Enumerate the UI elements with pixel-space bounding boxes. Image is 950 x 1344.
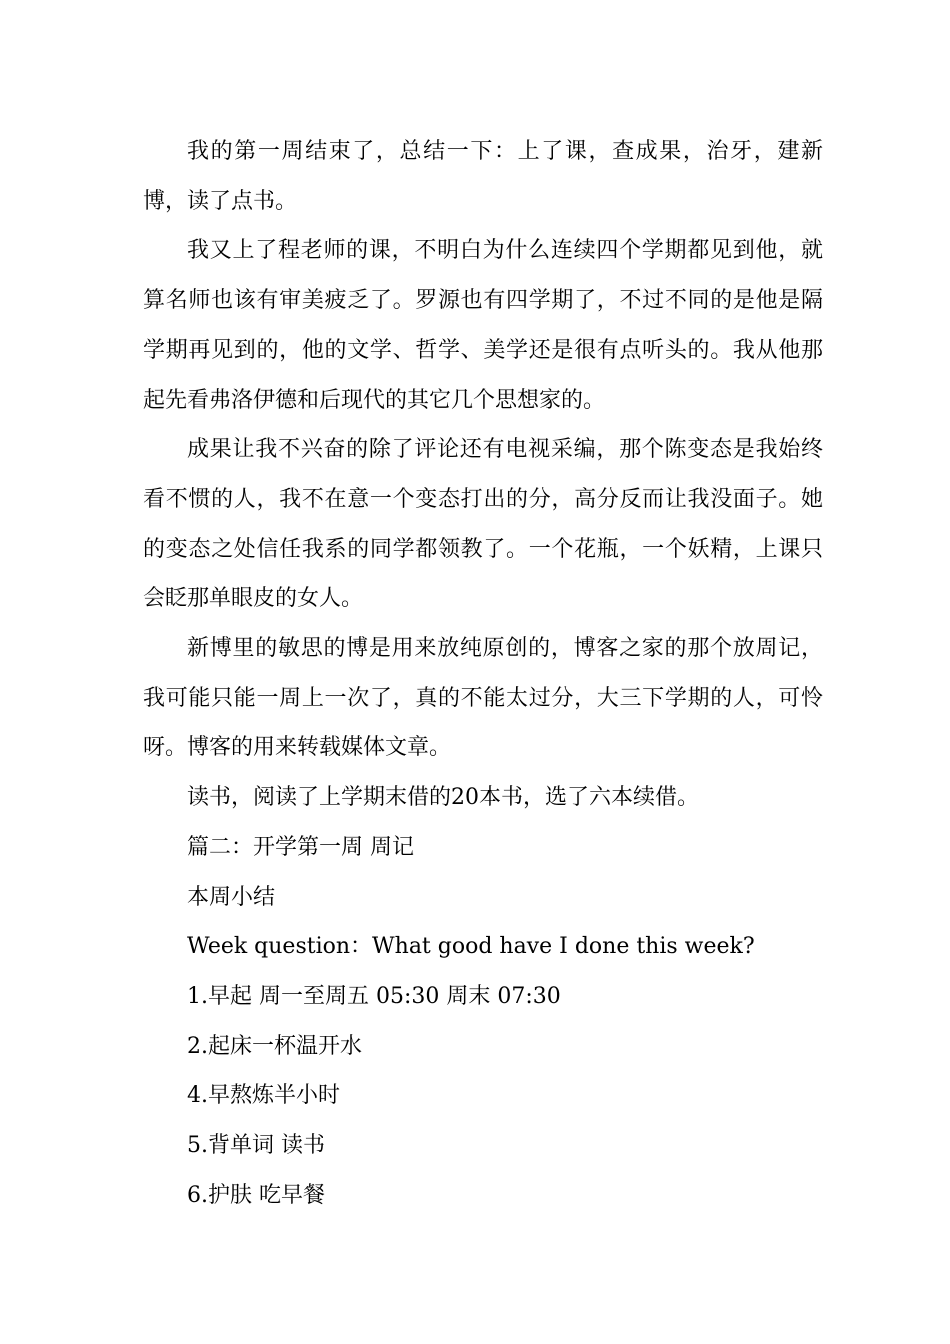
paragraph-teacher-class: 我又上了程老师的课，不明白为什么连续四个学期都见到他，就算名师也该有审美疲乏了。罗源也有四学期了，不过不同的是他是隔学期再见到的，他的文学、哲学、美学还是很有点听头的。我从他那起先看弗洛伊德和后现代的其它几个思想家的。	[143, 238, 823, 413]
paragraph-new-blog: 新博里的敏思的博是用来放纯原创的，博客之家的那个放周记，我可能只能一周上一次了，真的不能太过分，大三下学期的人，可怜呀。博客的用来转载媒体文章。	[143, 636, 823, 761]
paragraph-results: 成果让我不兴奋的除了评论还有电视采编，那个陈变态是我始终看不惯的人，我不在意一个变态打出的分，高分反而让我没面子。她的变态之处信任我系的同学都领教了。一个花瓶，一个妖精，上课只会眨那单眼皮的女人。	[143, 437, 823, 612]
document-body	[143, 127, 823, 1220]
subheading-week-summary: 本周小结	[187, 884, 276, 910]
line-reading: 读书，阅读了上学期末借的20本书，选了六本续借。	[187, 785, 699, 811]
week-question: Week question：What good have I done this week?	[187, 934, 755, 960]
paragraph-week-summary: 我的第一周结束了，总结一下：上了课，查成果，治牙，建新博，读了点书。	[143, 139, 823, 214]
section-heading: 篇二：开学第一周 周记	[187, 834, 414, 860]
list-item-2: 2.起床一杯温开水	[187, 1033, 362, 1059]
list-item-5: 5.背单词 读书	[187, 1133, 325, 1159]
list-item-4: 4.早熬炼半小时	[187, 1083, 340, 1109]
list-item-6: 6.护肤 吃早餐	[187, 1182, 325, 1208]
list-item-1: 1.早起 周一至周五 05:30 周末 07:30	[187, 983, 561, 1009]
